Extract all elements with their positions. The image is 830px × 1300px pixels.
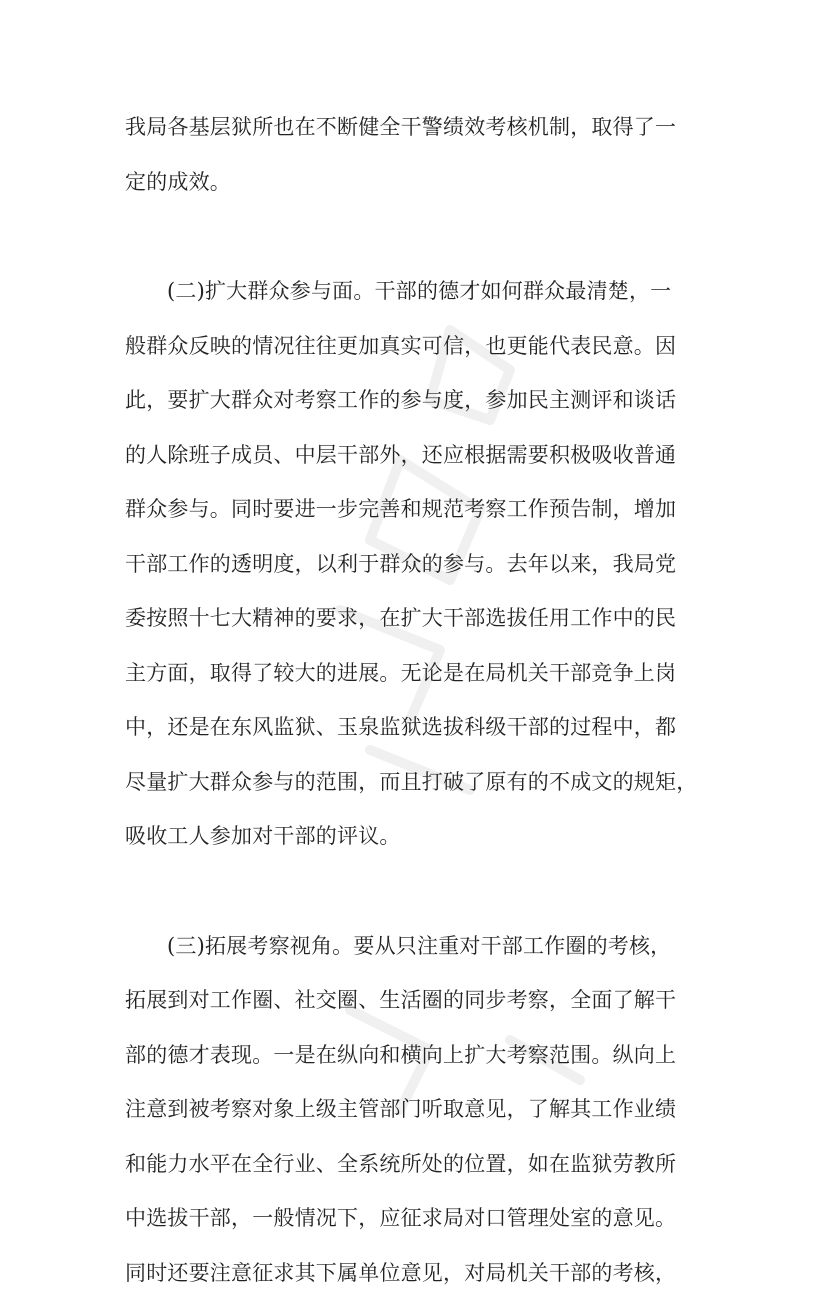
text-line: 定的成效。 [125, 155, 715, 210]
text-line: 的人除班子成员、中层干部外，还应根据需要积极吸收普通 [125, 428, 715, 483]
paragraph-gap [125, 864, 715, 919]
document-body [125, 100, 715, 1300]
text-line: 拓展到对工作圈、社交圈、生活圈的同步考察，全面了解干 [125, 973, 715, 1028]
text-line: 主方面，取得了较大的进展。无论是在局机关干部竞争上岗 [125, 646, 715, 701]
paragraph-heading-line: (三)拓展考察视角。要从只注重对干部工作圈的考核， [125, 919, 715, 974]
text-line: 中选拔干部，一般情况下，应征求局对口管理处室的意见。 [125, 1191, 715, 1246]
text-line: 部的德才表现。一是在纵向和横向上扩大考察范围。纵向上 [125, 1028, 715, 1083]
text-line: 中，还是在东风监狱、玉泉监狱选拔科级干部的过程中，都 [125, 700, 715, 755]
text-line: 群众参与。同时要进一步完善和规范考察工作预告制，增加 [125, 482, 715, 537]
text-line: 尽量扩大群众参与的范围，而且打破了原有的不成文的规矩， [125, 755, 715, 810]
paragraph-gap [125, 209, 715, 264]
text-line: 此，要扩大群众对考察工作的参与度，参加民主测评和谈话 [125, 373, 715, 428]
text-line: 和能力水平在全行业、全系统所处的位置，如在监狱劳教所 [125, 1137, 715, 1192]
text-line: 同时还要注意征求其下属单位意见，对局机关干部的考核， [125, 1246, 715, 1300]
text-line: 委按照十七大精神的要求，在扩大干部选拔任用工作中的民 [125, 591, 715, 646]
text-line: 我局各基层狱所也在不断健全干警绩效考核机制，取得了一 [125, 100, 715, 155]
text-line: 般群众反映的情况往往更加真实可信，也更能代表民意。因 [125, 319, 715, 374]
paragraph-heading-line: (二)扩大群众参与面。干部的德才如何群众最清楚，一 [125, 264, 715, 319]
text-line: 注意到被考察对象上级主管部门听取意见，了解其工作业绩 [125, 1082, 715, 1137]
text-line: 吸收工人参加对干部的评议。 [125, 809, 715, 864]
text-line: 干部工作的透明度，以利于群众的参与。去年以来，我局党 [125, 537, 715, 592]
